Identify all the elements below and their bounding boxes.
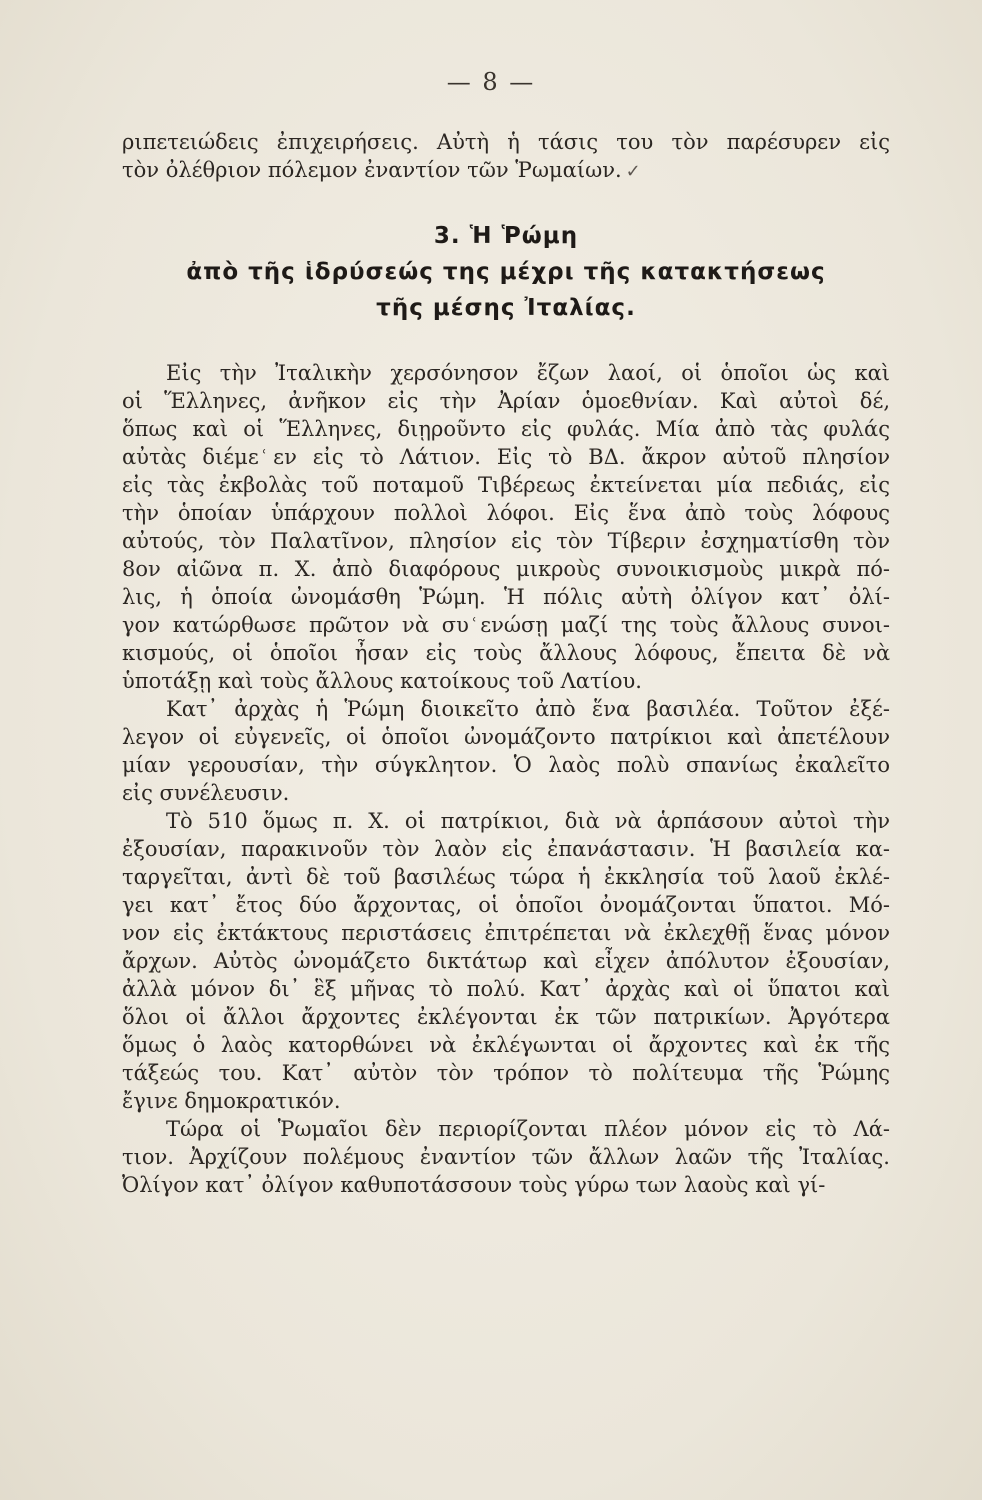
- section-subtitle: τῆς μέσης Ἰταλίας.: [376, 295, 636, 321]
- paragraph: [122, 807, 890, 1115]
- section-number-title: 3. Ἡ Ῥώμη: [433, 223, 579, 249]
- text-line: τιον. Ἀρχίζουν πολέμους ἐναντίον τῶν ἄλλων λαῶν τῆς Ἰταλίας.: [122, 1145, 890, 1169]
- body-text: [122, 359, 890, 1199]
- text-line: Τὸ 510 ὅμως π. Χ. οἱ πατρίκιοι, διὰ νὰ ἁρπάσουν αὐτοὶ τὴν: [166, 809, 890, 833]
- text-line: αὐτούς, τὸν Παλατῖνον, πλησίον εἰς τὸν Τίβεριν ἐσχηματίσθη τὸν: [122, 529, 890, 553]
- text-line: Εἰς τὴν Ἰταλικὴν χερσόνησον ἔζων λαοί, οἱ ὁποῖοι ὡς καὶ: [166, 361, 890, 385]
- text-line: ὅμως ὁ λαὸς κατορθώνει νὰ ἐκλέγωνται οἱ ἄρχοντες καὶ ἐκ τῆς: [122, 1033, 890, 1057]
- text-line: νον εἰς ἐκτάκτους περιστάσεις ἐπιτρέπεται νὰ ἐκλεχθῇ ἕνας μόνον: [122, 921, 890, 945]
- paragraph: [122, 695, 890, 807]
- text-line: ταργεῖται, ἀντὶ δὲ τοῦ βασιλέως τώρα ἡ ἐκκλησία τοῦ λαοῦ ἐκλέ-: [122, 865, 890, 889]
- text-line: Κατ᾽ ἀρχὰς ἡ Ῥώμη διοικεῖτο ἀπὸ ἕνα βασιλέα. Τοῦτον ἐξέ-: [166, 697, 890, 721]
- handwritten-check-mark: ✓: [625, 161, 641, 182]
- text-line: ἔγινε δημοκρατικόν.: [122, 1089, 341, 1113]
- text-line: οἱ Ἕλληνες, ἀνῆκον εἰς τὴν Ἀρίαν ὁμοεθνίαν. Καὶ αὐτοὶ δέ,: [122, 389, 890, 413]
- section-heading: [122, 218, 890, 326]
- text-line: λεγον οἱ εὐγενεῖς, οἱ ὁποῖοι ὠνομάζοντο πατρίκιοι καὶ ἀπετέλουν: [122, 725, 890, 749]
- text-line: εἰς συνέλευσιν.: [122, 781, 290, 805]
- text-line: τὴν ὁποίαν ὑπάρχουν πολλοὶ λόφοι. Εἰς ἕνα ἀπὸ τοὺς λόφους: [122, 501, 890, 525]
- text-line: ἀλλὰ μόνον δι᾽ ἓξ μῆνας τὸ πολύ. Κατ᾽ ἀρχὰς καὶ οἱ ὕπατοι καὶ: [122, 977, 890, 1001]
- text-line: κισμούς, οἱ ὁποῖοι ἦσαν εἰς τοὺς ἄλλους λόφους, ἔπειτα δὲ νὰ: [122, 641, 890, 665]
- page-number: — 8 —: [446, 68, 536, 96]
- text-line: τάξεώς του. Κατ᾽ αὐτὸν τὸν τρόπον τὸ πολίτευμα τῆς Ῥώμης: [122, 1061, 890, 1085]
- text-line: γει κατ᾽ ἔτος δύο ἄρχοντας, οἱ ὁποῖοι ὀνομάζονται ὕπατοι. Μό-: [122, 893, 890, 917]
- text-line: ριπετειώδεις ἐπιχειρήσεις. Αὐτὴ ἡ τάσις του τὸν παρέσυρεν εἰς: [122, 130, 890, 154]
- text-line: 8ον αἰῶνα π. Χ. ἀπὸ διαφόρους μικροὺς συνοικισμοὺς μικρὰ πό-: [122, 557, 890, 581]
- text-line: μίαν γερουσίαν, τὴν σύγκλητον. Ὁ λαὸς πολὺ σπανίως ἐκαλεῖτο: [122, 753, 890, 777]
- text-line: λις, ἡ ὁποία ὠνομάσθη Ῥώμη. Ἡ πόλις αὐτὴ ὀλίγον κατ᾽ ὀλί-: [122, 585, 890, 609]
- text-line: ἐξουσίαν, παρακινοῦν τὸν λαὸν εἰς ἐπανάστασιν. Ἡ βασιλεία κα-: [122, 837, 890, 861]
- paragraph: [122, 359, 890, 695]
- section-subtitle: ἀπὸ τῆς ἱδρύσεώς της μέχρι τῆς κατακτήσεως: [186, 259, 826, 285]
- intro-text: [122, 128, 890, 184]
- text-line: ἄρχων. Αὐτὸς ὠνομάζετο δικτάτωρ καὶ εἶχεν ἀπόλυτον ἐξουσίαν,: [122, 949, 890, 973]
- text-line: Ὀλίγον κατ᾽ ὀλίγον καθυποτάσσουν τοὺς γύρω των λαοὺς καὶ γί-: [122, 1173, 826, 1197]
- text-line-content: τὸν ὀλέθριον πόλεμον ἐναντίον τῶν Ῥωμαίων.: [122, 158, 622, 182]
- paragraph: [122, 1115, 890, 1199]
- text-line: Τώρα οἱ Ῥωμαῖοι δὲν περιορίζονται πλέον μόνον εἰς τὸ Λά-: [166, 1117, 890, 1141]
- text-line: γον κατώρθωσε πρῶτον νὰ συ ͑ενώσῃ μαζί της τοὺς ἄλλους συνοι-: [122, 613, 890, 637]
- text-line: ὅπως καὶ οἱ Ἕλληνες, διῃροῦντο εἰς φυλάς. Μία ἀπὸ τὰς φυλάς: [122, 417, 890, 441]
- text-line: ὅλοι οἱ ἄλλοι ἄρχοντες ἐκλέγονται ἐκ τῶν πατρικίων. Ἀργότερα: [122, 1005, 890, 1029]
- text-line: ὑποτάξῃ καὶ τοὺς ἄλλους κατοίκους τοῦ Λατίου.: [122, 669, 642, 693]
- text-line: αὐτὰς διέμε ͑εν εἰς τὸ Λάτιον. Εἰς τὸ ΒΔ. ἄκρον αὐτοῦ πλησίον: [122, 445, 890, 469]
- text-line: εἰς τὰς ἐκβολὰς τοῦ ποταμοῦ Τιβέρεως ἐκτείνεται μία πεδιάς, εἰς: [122, 473, 890, 497]
- text-line: [122, 156, 890, 184]
